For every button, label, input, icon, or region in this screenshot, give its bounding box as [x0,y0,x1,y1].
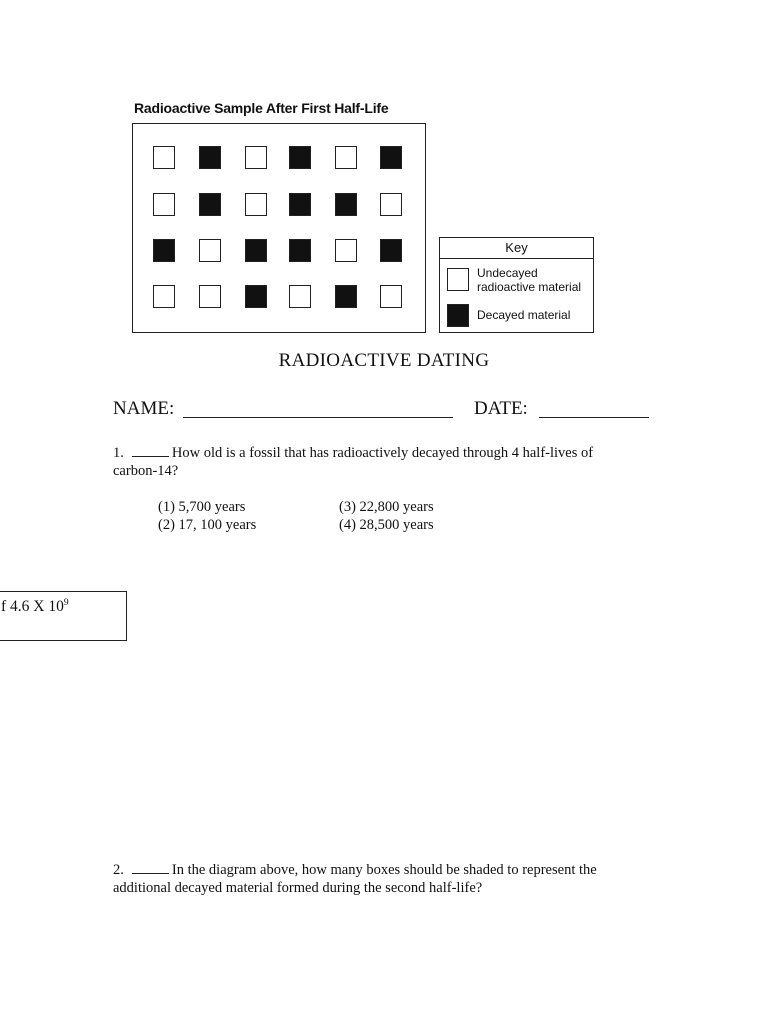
decayed-box [199,146,221,169]
decayed-box [335,285,357,308]
question-text: How old is a fossil that has radioactively decayed through 4 half-lives of [171,445,594,461]
radioactive-sample-grid [132,123,426,333]
question-number: 2. [113,862,124,878]
diagram-title: Radioactive Sample After First Half-Life [134,100,389,116]
decayed-box [153,239,175,262]
undecayed-box [335,146,357,169]
undecayed-box [245,193,267,216]
decayed-label: Decayed material [477,308,571,322]
undecayed-box [335,239,357,262]
decayed-box [199,193,221,216]
undecayed-box [380,285,402,308]
decayed-box [380,239,402,262]
partial-box-text: f 4.6 X $10^9$ [1,598,69,616]
choice-4: (4) 28,500 years [339,517,434,533]
choice-3: (3) 22,800 years [339,499,434,515]
undecayed-box [153,193,175,216]
question-1 [113,444,633,480]
question-text-continued: carbon-14? [113,463,179,479]
question-2 [113,861,633,897]
date-blank[interactable] [539,417,649,418]
undecayed-box [380,193,402,216]
decayed-box [289,146,311,169]
choice-1: (1) 5,700 years [158,499,246,515]
key-title: Key [440,238,593,259]
decayed-box [380,146,402,169]
decayed-box [289,193,311,216]
partial-text-box [0,591,127,641]
name-blank[interactable] [183,417,453,418]
undecayed-box [199,239,221,262]
choice-2: (2) 17, 100 years [158,517,257,533]
answer-blank[interactable] [132,445,169,457]
name-label: NAME: [113,398,175,419]
diagram-key [439,237,594,333]
undecayed-box [153,285,175,308]
undecayed-swatch [447,268,469,291]
undecayed-label: Undecayed radioactive material [477,266,582,294]
question-text: In the diagram above, how many boxes should be shaded to represent the [171,862,597,878]
date-label: DATE: [474,398,528,419]
document-title: RADIOACTIVE DATING [278,350,490,371]
question-text-continued: additional decayed material formed during the second half-life? [113,880,483,896]
undecayed-box [199,285,221,308]
undecayed-box [245,146,267,169]
decayed-box [289,239,311,262]
decayed-box [245,239,267,262]
decayed-swatch [447,304,469,327]
decayed-box [245,285,267,308]
undecayed-box [153,146,175,169]
decayed-box [335,193,357,216]
answer-blank[interactable] [132,862,169,874]
undecayed-box [289,285,311,308]
question-number: 1. [113,445,124,461]
